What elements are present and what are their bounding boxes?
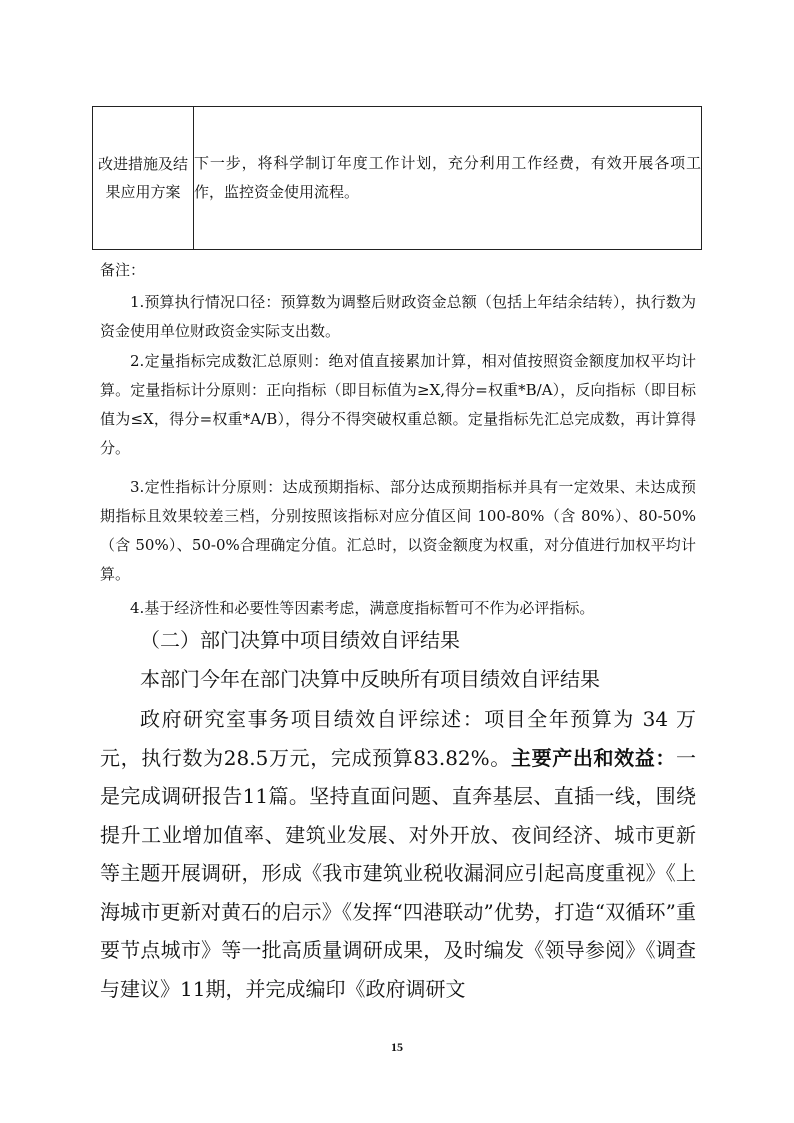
note-item-4: 4.基于经济性和必要性等因素考虑，满意度指标暂可不作为必评指标。: [130, 599, 595, 617]
notes-heading: 备注：: [100, 261, 146, 279]
table-label-cell: 改进措施及结果应用方案: [93, 107, 194, 250]
section-heading: （二）部门决算中项目绩效自评结果: [140, 628, 460, 652]
note-item-1: 1.预算执行情况口径：预算数为调整后财政资金总额（包括上年结余结转），执行数为资金使用单位财政资金实际支出数。: [100, 293, 696, 340]
note-item-2: 2.定量指标完成数汇总原则：绝对值直接累加计算，相对值按照资金额度加权平均计算。定量指标计分原则：正向指标（即目标值为≥X,得分=权重*B/A），反向指标（即目标值为≤X，得分=权重*A/B），得分不得突破权重总额。定量指标先汇总完成数，再计算得分。: [100, 352, 696, 457]
table-content-cell: 下一步，将科学制订年度工作计划，充分利用工作经费，有效开展各项工作，监控资金使用流程。: [194, 107, 702, 250]
table-row: [93, 107, 702, 250]
note-item-3: 3.定性指标计分原则：达成预期指标、部分达成预期指标并具有一定效果、未达成预期指标且效果较差三档，分别按照该指标对应分值区间 100-80%（含 80%）、80-50%（含 50%）、50-0%合理确定分值。汇总时，以资金额度为权重，对分值进行加权平均计算。: [100, 478, 696, 583]
para2-start: 政府研究室事务项目绩效自评综述：项目全年预算为 34 万元，执行数为28.5万元，完成预算83.82%。: [100, 707, 696, 770]
body-paragraph-1: 本部门今年在部门决算中反映所有项目绩效自评结果: [140, 667, 600, 691]
body-paragraph-2: [100, 700, 696, 1008]
page-number: 15: [391, 1040, 403, 1054]
para2-bold-heading: 主要产出和效益：: [510, 745, 677, 770]
measures-table: [92, 106, 702, 250]
para2-end: 一是完成调研报告11篇。坚持直面问题、直奔基层、直插一线，围绕提升工业增加值率、建筑业发展、对外开放、夜间经济、城市更新等主题开展调研，形成《我市建筑业税收漏洞应引起高度重视》《上海城市更新对黄石的启示》《发挥“四港联动”优势，打造“双循环”重要节点城市》等一批高质量调研成果，及时编发《领导参阅》《调查与建议》11期，并完成编印《政府调研文: [100, 745, 697, 1001]
